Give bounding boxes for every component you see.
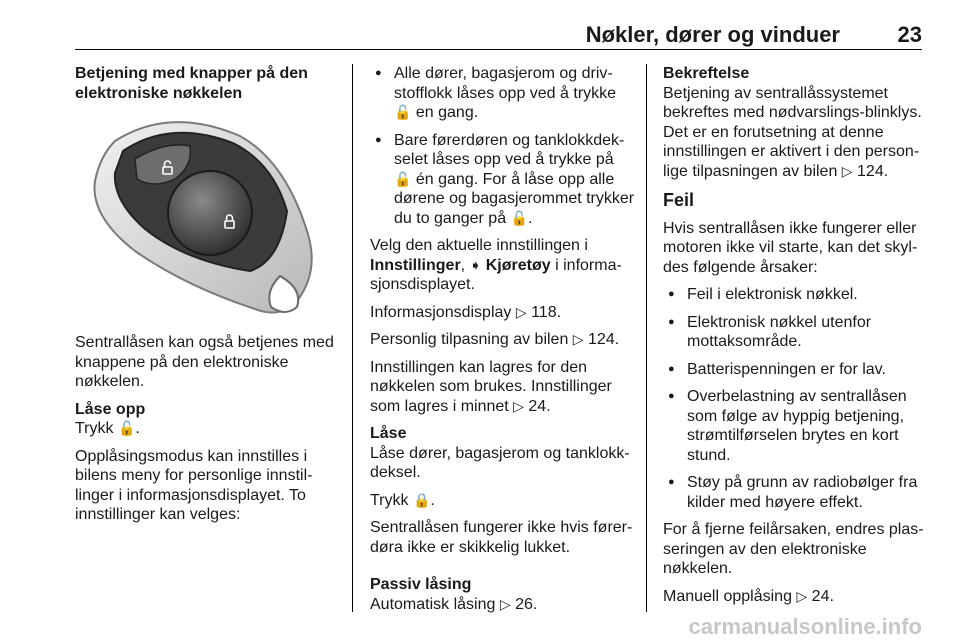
cross-reference: Personlig tilpasning av bilen ▷ 124.: [370, 331, 620, 348]
reference-arrow-icon: ▷: [572, 331, 584, 347]
unlock-icon: 🔓: [117, 420, 136, 436]
confirmation-paragraph: Betjening av sentrallåssystemet bekreftes med nødvarslings-blinklys. Det er en forutsetning at denne innstillingen er aktivert i den personlige tilpasningen av bilen ▷ 124.: [663, 84, 922, 180]
lock-instruction: Trykk 🔒.: [370, 491, 435, 509]
list-item: ● Bare førerdøren og tanklokkdekselet låses opp ved å trykke på 🔓 én gang. For å låse opp alle dørene og bagasjerommet trykker du to ganger på 🔓.: [370, 131, 635, 229]
list-item: ● Overbelastning av sentrallåsen som følge av hyppig betjening, strømtilførselen brytes en kort stund.: [663, 387, 928, 465]
fault-section-title: Feil: [663, 190, 695, 210]
intro-paragraph: Sentrallåsen kan også betjenes med knappene på den elektroniske nøkkelen.: [75, 334, 334, 390]
reference-arrow-icon: ▷: [515, 303, 527, 320]
list-item: ● Elektronisk nøkkel utenfor mottaksområde.: [663, 313, 928, 352]
reference-arrow-icon: ▷: [841, 162, 853, 179]
reference-arrow-icon: ▷: [796, 587, 808, 604]
reference-arrow-icon: ▷: [513, 397, 524, 414]
remedy-paragraph: For å fjerne feilårsaken, endres plasseringen av den elektroniske nøkkelen.: [663, 521, 924, 577]
column-1: [75, 64, 345, 533]
fault-intro-paragraph: Hvis sentrallåsen ikke fungerer eller motoren ikke vil starte, kan det skyldes følgende årsaker:: [663, 219, 918, 276]
lock-icon: 🔒: [412, 491, 431, 508]
watermark: carmanualsonline.info: [688, 614, 922, 639]
reference-arrow-icon: ▷: [499, 595, 511, 612]
header-rule: [75, 49, 922, 50]
column-divider: [646, 64, 647, 612]
key-fob-image: [75, 111, 330, 321]
column-3: [663, 64, 928, 614]
lock-heading: Låse: [370, 425, 407, 442]
cross-reference: Manuell opplåsing ▷ 24.: [663, 587, 834, 605]
unlock-heading: Låse opp: [75, 400, 146, 418]
passive-locking-heading: Passiv låsing: [370, 576, 472, 593]
menu-vehicle: Kjøretøy: [485, 256, 551, 274]
section-heading: Betjening med knapper på den elektroniske nøkkelen: [75, 65, 308, 102]
stored-settings-paragraph: Innstillingen kan lagres for den nøkkelen som brukes. Innstillinger som lagres i minnet ▷ 24.: [370, 358, 612, 415]
lock-paragraph: Låse dører, bagasjerom og tanklokkdeksel.: [370, 444, 630, 481]
select-setting-paragraph: Velg den aktuelle innstillingen i Innstillinger, ➧ Kjøretøy i informasjonsdisplayet.: [370, 237, 622, 293]
menu-arrow-icon: ➧: [469, 256, 482, 273]
column-divider: [352, 64, 353, 612]
unlock-icon: 🔓: [510, 209, 528, 226]
confirmation-heading: Bekreftelse: [663, 65, 750, 82]
lock-note-paragraph: Sentrallåsen fungerer ikke hvis førerdøra ikke er skikkelig lukket.: [370, 519, 633, 556]
list-item: ● Feil i elektronisk nøkkel.: [663, 285, 928, 305]
column-2: [370, 64, 635, 622]
menu-settings: Innstillinger: [370, 256, 461, 274]
page-number: 23: [897, 22, 922, 47]
unlock-mode-paragraph: Opplåsingsmodus kan innstilles i bilens meny for personlige innstillinger i informasjonsdisplayet. To innstillinger kan velges:: [75, 447, 313, 523]
list-item: ● Batterispenningen er for lav.: [663, 360, 928, 380]
page-header-title: Nøkler, dører og vinduer: [585, 22, 840, 47]
unlock-icon: 🔓: [394, 104, 412, 120]
cross-reference: Informasjonsdisplay ▷ 118.: [370, 303, 562, 321]
unlock-icon: 🔓: [394, 170, 412, 187]
unlock-instruction: Trykk 🔓.: [75, 420, 140, 437]
list-item: ● Alle dører, bagasjerom og drivstofflokk låses opp ved å trykke 🔓 en gang.: [370, 64, 635, 123]
list-item: ● Støy på grunn av radiobølger fra kilder med høyere effekt.: [663, 473, 928, 512]
cross-reference: Automatisk låsing ▷ 26.: [370, 595, 538, 613]
